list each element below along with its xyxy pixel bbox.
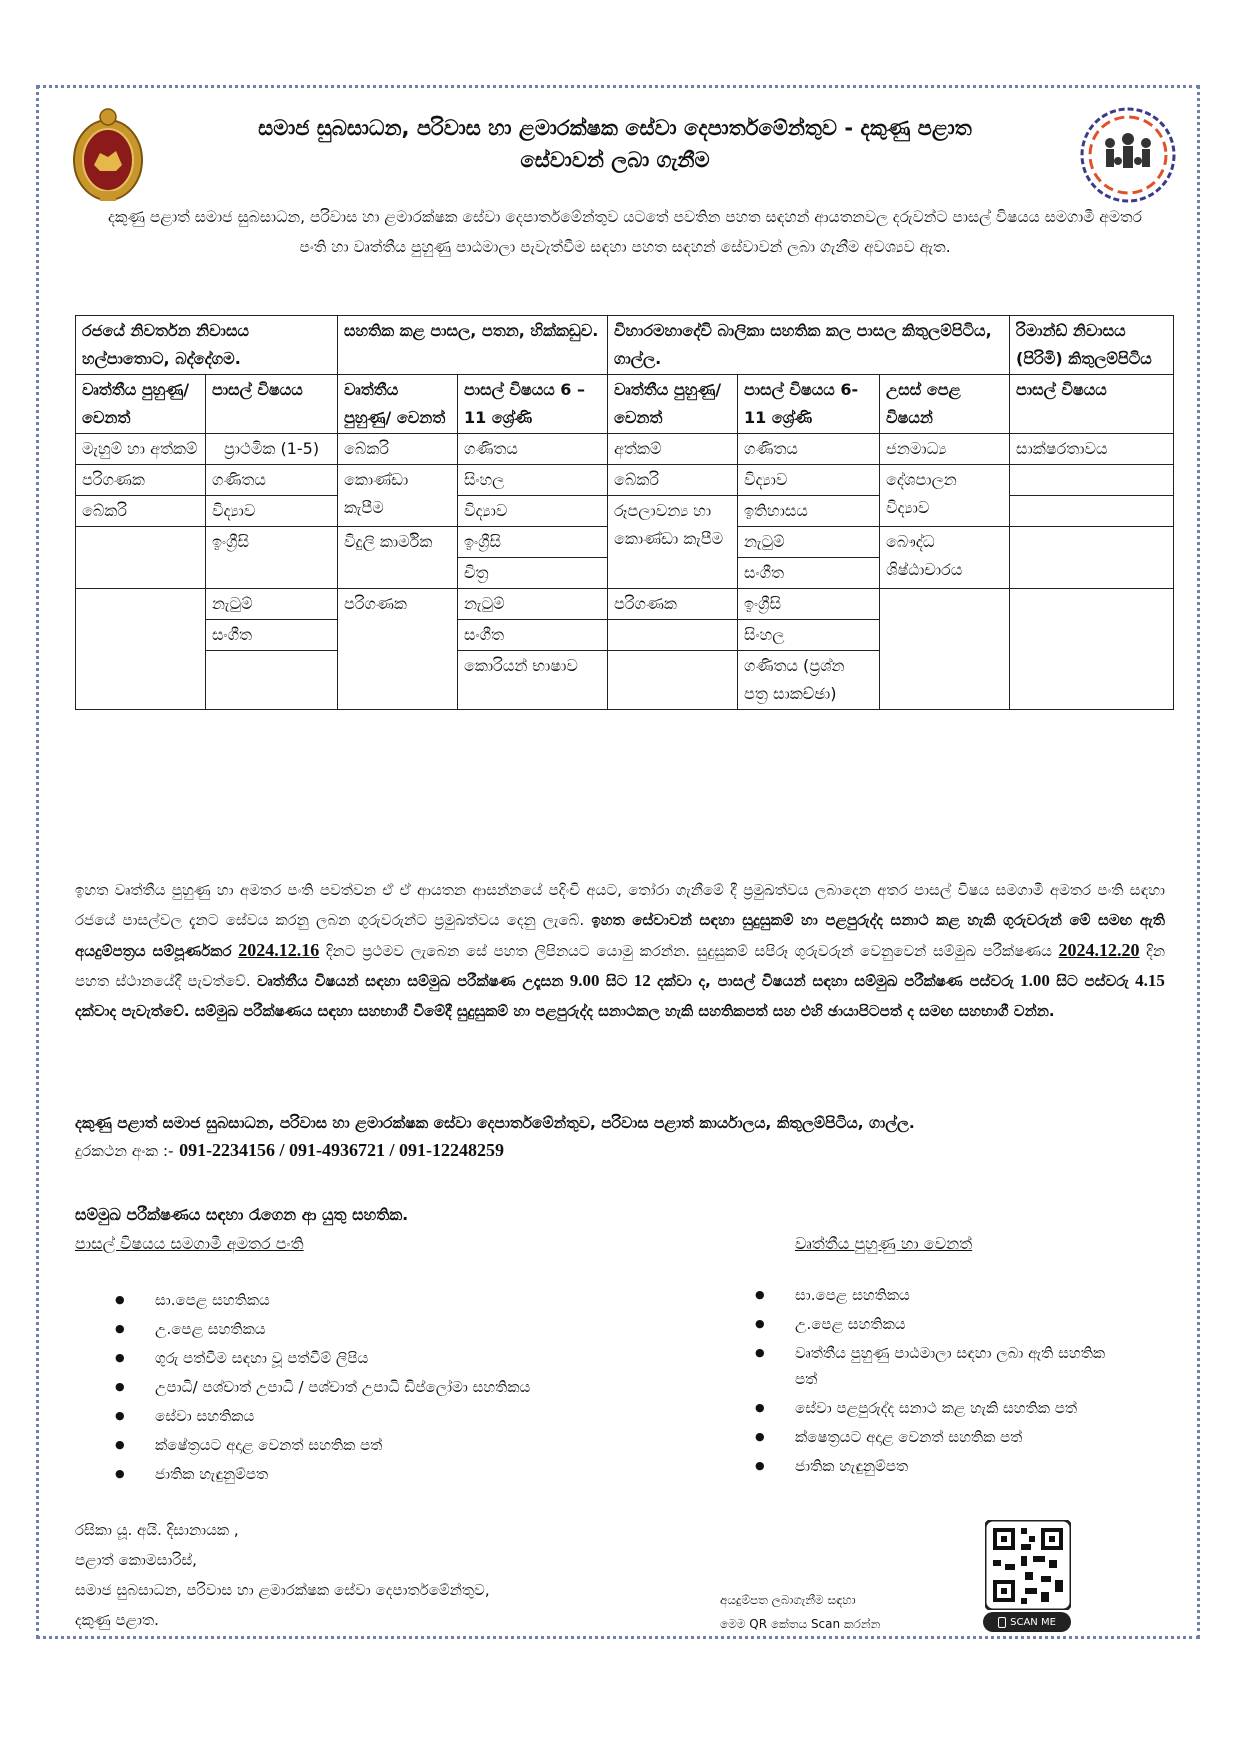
table-row	[76, 589, 1174, 620]
title-line-1: සමාජ සුබසාධන, පරිවාස හා ළමාරක්ෂක සේවා දෙපාර්තමේන්තුව - දකුණු පළාත	[258, 116, 972, 140]
scan-me-badge	[983, 1612, 1071, 1632]
cell: විදුලි කාර්මික	[338, 527, 458, 589]
para-text: වෘත්තීය විෂයන් සඳහා සම්මුඛ පරීක්ෂණ උදෑසන	[256, 972, 564, 990]
table-row	[76, 465, 1174, 496]
cell: කොරියන් භාෂාව	[458, 651, 608, 710]
list-item: ● උපාධි/ පශ්චාත් උපාධි / පශ්චාත් උපාධි ඩිප්ලෝමා සහතිකය	[115, 1374, 735, 1400]
cell: විද්‍යාව	[206, 496, 338, 527]
office-address	[75, 1110, 1165, 1165]
cell	[1010, 465, 1174, 496]
list-item: ● වෘත්තීය පුහුණු පාඨමාලා සඳහා ලබා ඇති සහතික පත්	[755, 1340, 1115, 1392]
cell: නැටුම්	[458, 589, 608, 620]
cell	[206, 651, 338, 710]
cell: දේශපාලන විද්‍යාව	[880, 465, 1010, 527]
cell: සාක්ෂරතාවය	[1010, 434, 1174, 465]
institution-row	[76, 316, 1174, 375]
requirements-right-list	[755, 1282, 1115, 1482]
list-item: ● උ.පෙළ සහතිකය	[755, 1311, 1115, 1337]
list-item: ● සේවා පළපුරුද්ද සනාථ කළ හැකි සහතික පත්	[755, 1395, 1115, 1421]
cell: සිංහල	[738, 620, 880, 651]
para-text-bold: ඉහත සේවාවන් සඳහා සුදුසුකම් හා පළපුරුද්ද සනාථ කළ හැකි ගුරුවරුන් මේ සමඟ ඇති අයදුම්පත්‍රය සම්පූර්ණකර	[75, 911, 1165, 960]
col-head: පාසල් විෂයය	[206, 375, 338, 434]
cell: නැටුම්	[738, 527, 880, 558]
time-start-pm: 1.00	[1020, 971, 1050, 990]
institution-2: සහතික කළ පාසල, පතන, හික්කඩුව.	[338, 316, 608, 375]
cell: රූපලාවන්‍ය හා කොණ්ඩා කැපීම	[608, 496, 738, 589]
qr-code-icon[interactable]	[985, 1520, 1071, 1610]
cell	[76, 589, 206, 710]
col-head: පාසල් විෂයය	[1010, 375, 1174, 434]
telephone-numbers: 091-2234156 / 091-4936721 / 091-12248259	[179, 1140, 505, 1160]
requirements-left-title: පාසල් විෂයය සමගාමී අමතර පංති	[75, 1234, 304, 1253]
address-line: දකුණු පළාත් සමාජ සුබසාධන, පරිවාස හා ළමාරක්ෂක සේවා දෙපාර්තමේන්තුව, පරිවාස පළාත් කාර්යාලය, කිතුලම්පිටිය, ගාල්ල.	[75, 1114, 915, 1132]
institution-4: රිමාන්ඩ් නිවාසය (පිරිමි) කිතුලම්පිටිය	[1010, 316, 1174, 375]
cell: ප්‍රාථමික (1-5)	[206, 434, 338, 465]
application-deadline: 2024.12.16	[238, 940, 320, 960]
para-text: සිට පස්වරු	[1056, 972, 1129, 990]
scan-me-label: SCAN ME	[1010, 1616, 1056, 1628]
cell	[608, 620, 738, 651]
col-head: වෘත්තීය පුහුණු/ වෙනත්	[608, 375, 738, 434]
col-head: පාසල් විෂයය 6 – 11 ශ්‍රේණි	[458, 375, 608, 434]
para-text: දක්වාද පැවැත්වේ. සම්මුඛ පරීක්ෂණය සඳහා සහභාගී වීමේදී සුදුසුකම් හා පළපුරුද්ද සනාථකල හැකි සහතිකපත් සහ එහි ඡායාපිටපත් ද සමඟ සහභාගී වන්න.	[75, 1002, 1055, 1020]
telephone	[75, 1137, 1165, 1165]
qr-line-2: මෙම QR කේතය Scan කරන්න	[720, 1617, 881, 1631]
requirements-heading: සම්මුඛ පරීක්ෂණය සඳහා රැගෙන ආ යුතු සහතික.	[75, 1205, 409, 1224]
time-start-am: 9.00	[569, 971, 600, 990]
cell: ඉංග්‍රීසි	[738, 589, 880, 620]
para-text: දින පහත ස්ථානයේදී පැවත්වේ.	[75, 942, 1165, 990]
institution-3: විහාරමහාදේවි බාලිකා සහතික කල පාසල කිතුලම්පිටිය, ගාල්ල.	[608, 316, 1010, 375]
list-item: ● සේවා සහතිකය	[115, 1403, 735, 1429]
table-row	[76, 496, 1174, 527]
interview-date: 2024.12.20	[1058, 940, 1140, 960]
list-item: ● ක්ෂෙත්‍රයට අදාළ වෙනත් සහතික පත්	[755, 1424, 1115, 1450]
cell: සිංහල	[458, 465, 608, 496]
cell: බේකරි	[338, 434, 458, 465]
cell: බෞද්ධ ශිෂ්ඨාචාරය	[880, 527, 1010, 589]
cell: චිත්‍ර	[458, 558, 608, 589]
cell: විද්‍යාව	[738, 465, 880, 496]
requirements-right-title: වෘත්තීය පුහුණු හා වෙනත්	[795, 1234, 973, 1253]
cell: පරිගණක	[76, 465, 206, 496]
para-text: දක්වා ද, පාසල් විෂයන් සඳහා සම්මුඛ පරීක්ෂණ පස්වරු	[657, 972, 1014, 990]
signatory-department: සමාජ සුබසාධන, පරිවාස හා ළමාරක්ෂක සේවා දෙපාර්තමේන්තුව,	[75, 1581, 490, 1599]
cell: ගණිතය	[458, 434, 608, 465]
col-head: වෘත්තීය පුහුණු/ වෙනත්	[338, 375, 458, 434]
signature-block	[75, 1515, 490, 1635]
cell: ඉංග්‍රීසි	[206, 527, 338, 589]
list-item: ● සා.පෙළ සහතිකය	[755, 1282, 1115, 1308]
cell	[1010, 527, 1174, 589]
list-item: ● ජාතික හැඳුනුම්පත	[115, 1461, 735, 1487]
cell: සංගීත	[206, 620, 338, 651]
time-end-pm: 4.15	[1135, 971, 1165, 990]
cell: කොණ්ඩා කැපීම	[338, 465, 458, 527]
signatory-name: රසිකා යූ. අයි. දිසානායක ,	[75, 1521, 239, 1539]
cell: ජනමාධ්‍ය	[880, 434, 1010, 465]
cell: නැටුම්	[206, 589, 338, 620]
requirements-left-list	[115, 1287, 735, 1490]
col-head: වෘත්තීය පුහුණු/ වෙනත්	[76, 375, 206, 434]
cell: සංගීත	[458, 620, 608, 651]
list-item: ● සා.පෙළ සහතිකය	[115, 1287, 735, 1313]
qr-instructions	[720, 1588, 880, 1636]
cell: මැහුම් හා අත්කම්	[76, 434, 206, 465]
institution-1: රජයේ නිවර්තන නිවාසය හල්පාතොට, බද්දේගම.	[76, 316, 338, 375]
cell: පරිගණක	[608, 589, 738, 620]
cell: ගණිතය	[206, 465, 338, 496]
column-head-row	[76, 375, 1174, 434]
signatory-province: දකුණු පළාත.	[75, 1611, 159, 1629]
cell	[1010, 496, 1174, 527]
time-end-am: 12	[633, 971, 651, 990]
para-text: සිට	[605, 972, 628, 990]
phone-icon	[998, 1617, 1006, 1628]
cell: විද්‍යාව	[458, 496, 608, 527]
cell: අත්කම්	[608, 434, 738, 465]
department-logo-icon	[1078, 105, 1178, 205]
cell: බේකරි	[76, 496, 206, 527]
cell: ගණිතය (ප්‍රශ්න පත්‍ර සාකච්ඡා)	[738, 651, 880, 710]
list-item: ● ක්ෂේත්‍රයට අදාළ වෙනත් සහතික පත්	[115, 1432, 735, 1458]
list-item: ● ගුරු පත්වීම සඳහා වූ පත්වීම් ලිපිය	[115, 1345, 735, 1371]
list-item: ● උ.පෙළ සහතිකය	[115, 1316, 735, 1342]
cell: ඉංග්‍රීසි	[458, 527, 608, 558]
cell	[1010, 589, 1174, 710]
telephone-label: දුරකථන අංක :-	[75, 1142, 174, 1160]
cell	[880, 589, 1010, 710]
signatory-title: පළාත් කොමසාරිස්,	[75, 1551, 197, 1569]
cell	[76, 527, 206, 589]
cell: බේකරි	[608, 465, 738, 496]
cell: පරිගණක	[338, 589, 458, 710]
title-line-2: සේවාවන් ලබා ගැනීම	[520, 148, 710, 172]
cell: සංගීත	[738, 558, 880, 589]
details-paragraph	[75, 875, 1165, 1026]
national-emblem-icon	[70, 105, 146, 205]
cell: ගණිතය	[738, 434, 880, 465]
list-item: ● ජාතික හැඳුනුම්පත	[755, 1453, 1115, 1479]
qr-line-1: අයදුම්පත ලබාගැනීම සඳහා	[720, 1593, 856, 1607]
cell: ඉතිහාසය	[738, 496, 880, 527]
page-title	[150, 112, 1080, 176]
table-row	[76, 434, 1174, 465]
para-text: ඉහත වෘත්තීය පුහුණු හා අමතර පංති පවත්වන ඒ ඒ ආයතන ආසන්නයේ පදිංචි අයට, තෝරා ගැනීමේ දී ප්‍රමුඛත්වය ලබාදෙන අතර පාසල් විෂය සමගාමී අමතර පංති සඳහා රජයේ පාසල්වල දැනට සේවය කරනු ලබන ගුරුවරුන්ට ප්‍රමුඛත්වය දෙනු ලැබේ.	[75, 881, 1165, 929]
col-head: උසස් පෙළ විෂයන්	[880, 375, 1010, 434]
intro-text: දකුණු පළාත් සමාජ සුබසාධන, පරිවාස හා ළමාරක්ෂක සේවා දෙපාර්තමේන්තුව යටතේ පවතින පහත සඳහන් ආයතනවල දරුවන්ට පාසල් විෂයය සමගාමී අමතර පංති හා වෘත්තීය පුහුණු පාඨමාලා පැවැත්වීම සඳහා පහත සඳහන් සේවාවන් ලබා ගැනීම අවශ්‍යව ඇත.	[108, 208, 1142, 256]
cell	[608, 651, 738, 710]
services-table	[75, 315, 1174, 710]
col-head: පාසල් විෂයය 6-11 ශ්‍රේණි	[738, 375, 880, 434]
para-text: දිනට ප්‍රථමව ලැබෙන සේ පහත ලිපිනයට යොමු කරන්න. සුදුසුකම් සපිරූ ගුරුවරුන් වෙනුවෙන් සම්මුඛ පරීක්ෂණය	[325, 942, 1052, 960]
